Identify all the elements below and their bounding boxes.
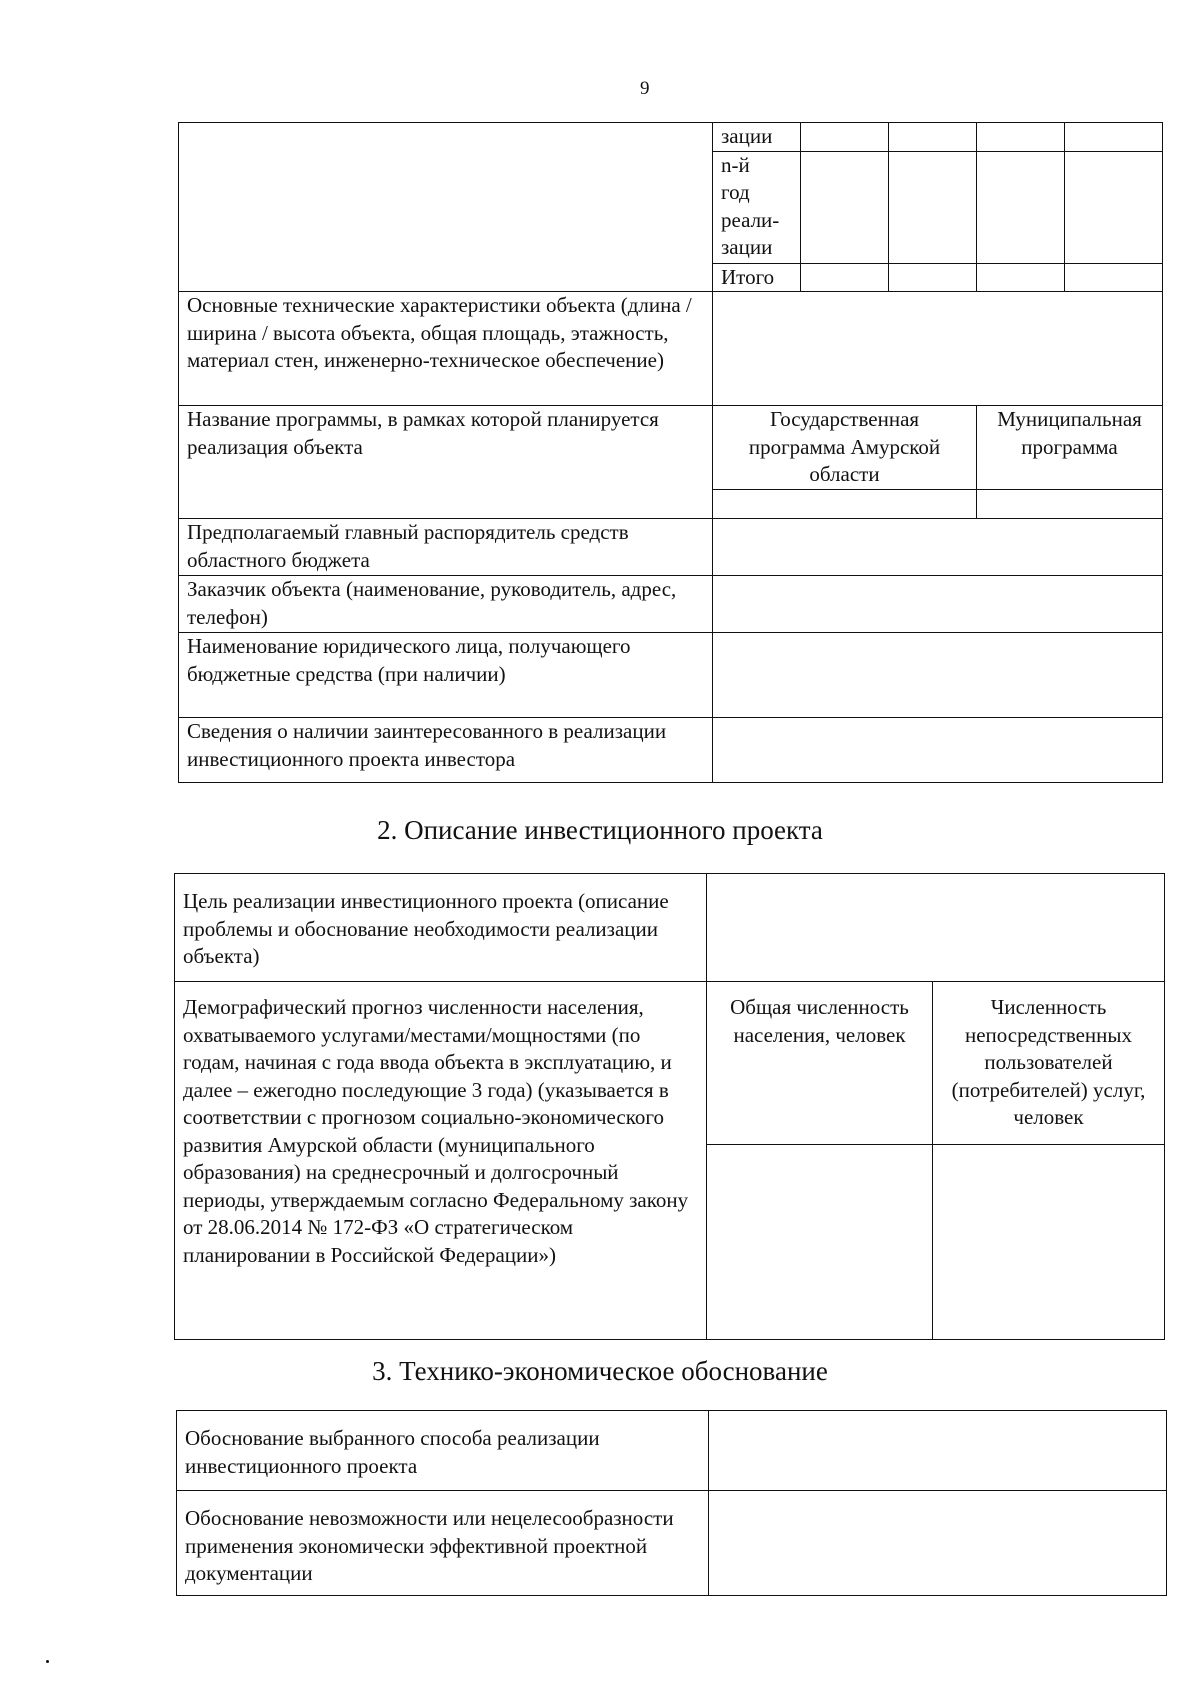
page-number: 9 <box>640 78 650 99</box>
state-program-header: Государственная программа Амурской области <box>713 406 977 490</box>
legal-entity-label: Наименование юридического лица, получающего бюджетные средства (при наличии) <box>179 633 713 718</box>
tech-characteristics-label: Основные технические характеристики объекта (длина / ширина / высота объекта, общая площадь, этажность, материал стен, инженерно-техническое обеспечение) <box>179 292 713 406</box>
n-year-cell: n-й год реали- зации <box>713 151 801 263</box>
object-info-table <box>178 122 1163 783</box>
program-name-label: Название программы, в рамках которой планируется реализация объекта <box>179 406 713 519</box>
year-tail-cell: зации <box>713 123 801 152</box>
direct-users-header: Численность непосредственных пользователей (потребителей) услуг, человек <box>933 982 1165 1145</box>
scan-speck <box>46 1660 49 1663</box>
feasibility-table <box>176 1410 1167 1596</box>
project-description-table <box>174 873 1165 1340</box>
section-2-title: 2. Описание инвестиционного проекта <box>377 815 823 845</box>
method-justification-label: Обоснование выбранного способа реализации инвестиционного проекта <box>177 1411 709 1491</box>
budget-manager-label: Предполагаемый главный распорядитель средств областного бюджета <box>179 519 713 576</box>
blank-cell <box>179 123 713 292</box>
total-cell: Итого <box>713 263 801 292</box>
demography-label: Демографический прогноз численности населения, охватываемого услугами/местами/мощностями (по годам, начиная с года ввода объекта в эксплуатацию, и далее – ежегодно последующие 3 года) (указывается в соответствии с прогнозом социально-экономического развития Амурской области (муниципального образования) на среднесрочный и долгосрочный периоды, утверждаемым согласно Федеральному закону от 28.06.2014 № 172-ФЗ «О стратегическом планировании в Российской Федерации») <box>175 982 707 1340</box>
total-population-header: Общая численность населения, человек <box>707 982 933 1145</box>
section-3-title: 3. Технико-экономическое обоснование <box>372 1356 828 1386</box>
impossibility-justification-label: Обоснование невозможности или нецелесообразности применения экономически эффективной проектной документации <box>177 1491 709 1596</box>
investor-label: Сведения о наличии заинтересованного в реализации инвестиционного проекта инвестора <box>179 718 713 783</box>
project-goal-label: Цель реализации инвестиционного проекта (описание проблемы и обоснование необходимости реализации объекта) <box>175 874 707 982</box>
municipal-program-header: Муниципальная программа <box>977 406 1163 490</box>
customer-label: Заказчик объекта (наименование, руководитель, адрес, телефон) <box>179 576 713 633</box>
